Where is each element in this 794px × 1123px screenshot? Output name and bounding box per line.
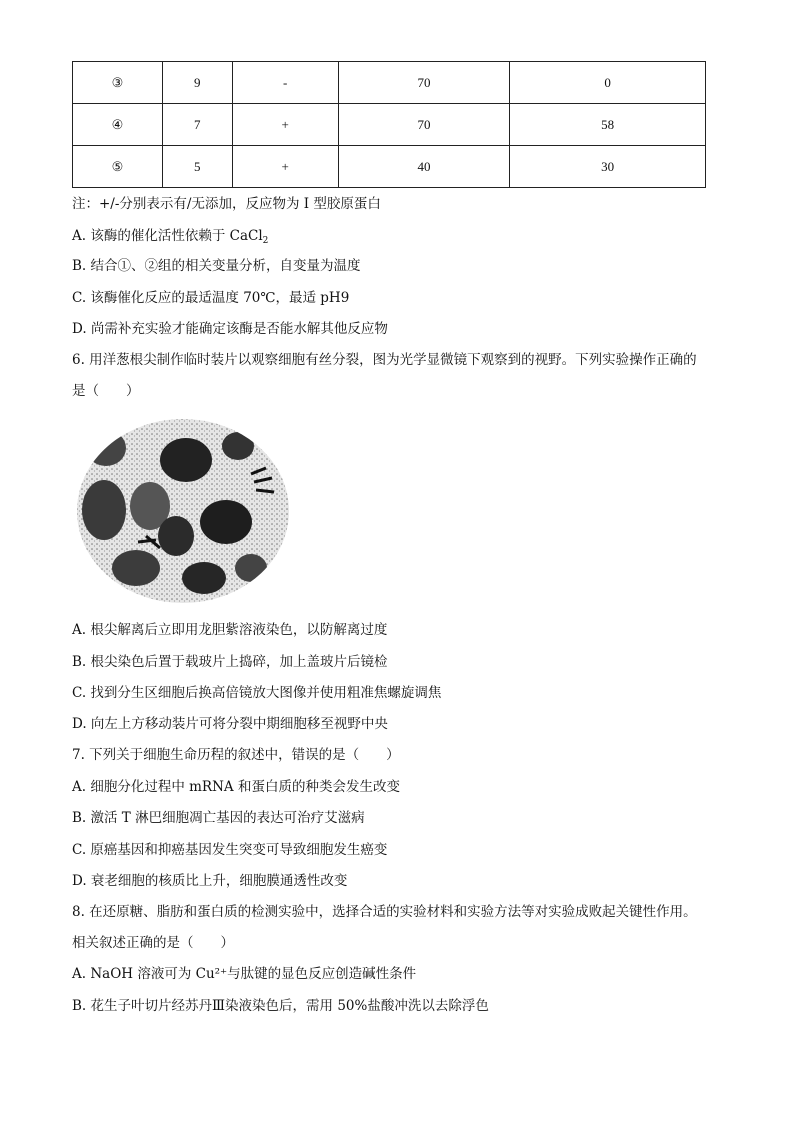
q6-stem-line1: 6. 用洋葱根尖制作临时装片以观察细胞有丝分裂，图为光学显微镜下观察到的视野。下列实验操作正确的 (72, 352, 697, 368)
table-cell: 0 (510, 62, 706, 104)
table-cell: ④ (73, 104, 163, 146)
q7-option-d: D. 衰老细胞的核质比上升，细胞膜通透性改变 (72, 873, 348, 889)
table-cell: 40 (338, 146, 510, 188)
experiment-table (72, 61, 706, 188)
table-cell: + (232, 104, 338, 146)
q8-stem-line1: 8. 在还原糖、脂肪和蛋白质的检测实验中，选择合适的实验材料和实验方法等对实验成败起关键性作用。 (72, 904, 697, 920)
q5-option-a (72, 226, 268, 251)
q7-stem: 7. 下列关于细胞生命历程的叙述中，错误的是（ ） (72, 747, 400, 763)
table-cell: ③ (73, 62, 163, 104)
table-cell: 70 (338, 104, 510, 146)
table-cell: 30 (510, 146, 706, 188)
table-cell: 5 (162, 146, 232, 188)
q5-option-d: D. 尚需补充实验才能确定该酶是否能水解其他反应物 (72, 321, 388, 337)
q6-option-d: D. 向左上方移动装片可将分裂中期细胞移至视野中央 (72, 716, 388, 732)
table-cell: - (232, 62, 338, 104)
table-row (73, 104, 706, 146)
q6-stem-line2: 是（ ） (72, 383, 140, 399)
table-cell: 58 (510, 104, 706, 146)
q6-option-a: A. 根尖解离后立即用龙胆紫溶液染色，以防解离过度 (72, 622, 388, 638)
table-row (73, 146, 706, 188)
q5-option-a-sub: 2 (262, 236, 269, 246)
table-cell: 7 (162, 104, 232, 146)
table-cell: 9 (162, 62, 232, 104)
q7-option-c: C. 原癌基因和抑癌基因发生突变可导致细胞发生癌变 (72, 842, 388, 858)
q6-option-c: C. 找到分生区细胞后换高倍镜放大图像并使用粗准焦螺旋调焦 (72, 685, 442, 701)
table-row (73, 62, 706, 104)
table-cell: + (232, 146, 338, 188)
q5-option-b: B. 结合①、②组的相关变量分析，自变量为温度 (72, 258, 361, 274)
q7-option-a: A. 细胞分化过程中 mRNA 和蛋白质的种类会发生改变 (72, 779, 400, 795)
table-cell: 70 (338, 62, 510, 104)
microscope-field-image (76, 418, 290, 604)
table-note: 注：+/-分别表示有/无添加，反应物为 I 型胶原蛋白 (72, 196, 381, 212)
q5-option-a-text: A. 该酶的催化活性依赖于 CaCl (72, 228, 263, 244)
q8-stem-line2: 相关叙述正确的是（ ） (72, 935, 234, 951)
q8-option-b: B. 花生子叶切片经苏丹Ⅲ染液染色后，需用 50%盐酸冲洗以去除浮色 (72, 998, 489, 1014)
table-cell: ⑤ (73, 146, 163, 188)
q6-option-b: B. 根尖染色后置于载玻片上捣碎，加上盖玻片后镜检 (72, 654, 388, 670)
q7-option-b: B. 激活 T 淋巴细胞凋亡基因的表达可治疗艾滋病 (72, 810, 365, 826)
q8-option-a: A. NaOH 溶液可为 Cu²⁺与肽键的显色反应创造碱性条件 (72, 966, 417, 982)
q5-option-c: C. 该酶催化反应的最适温度 70℃，最适 pH9 (72, 290, 350, 306)
